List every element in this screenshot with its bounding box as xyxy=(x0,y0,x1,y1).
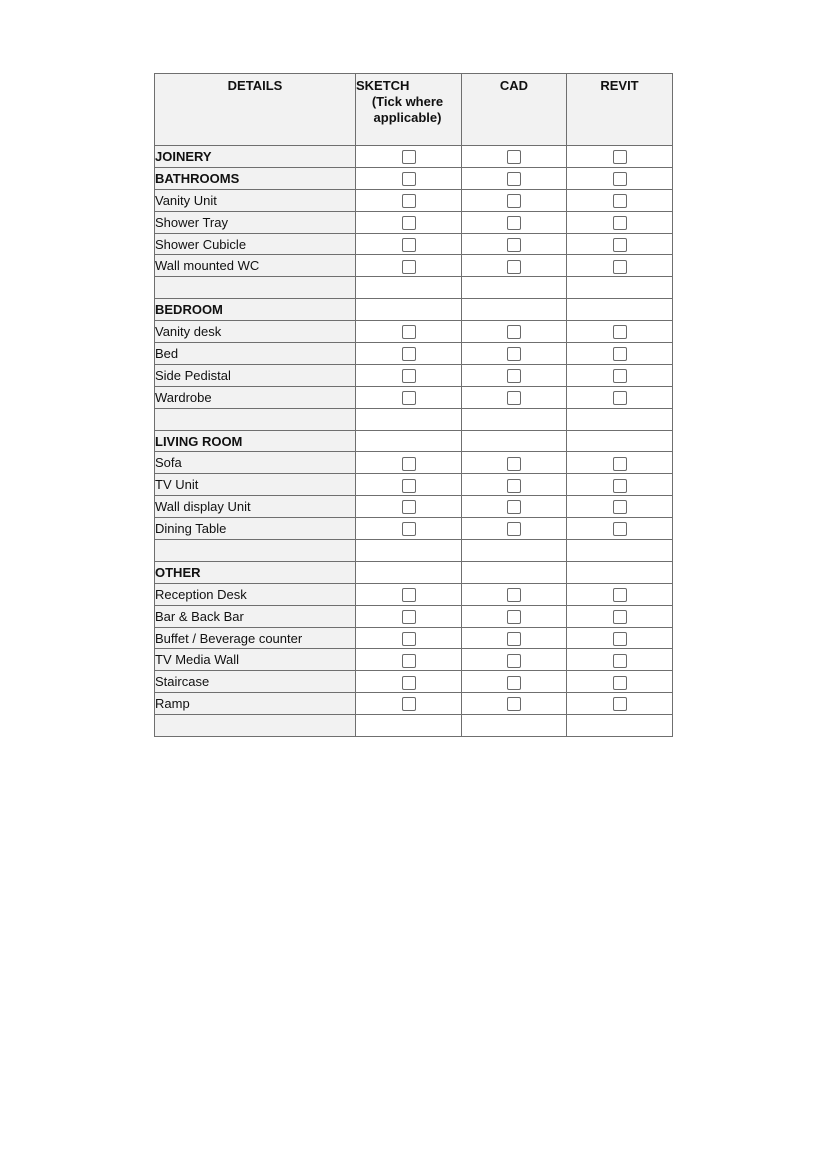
cad-checkbox[interactable] xyxy=(507,325,521,339)
sketch-cell xyxy=(356,693,462,715)
cad-cell xyxy=(462,540,567,562)
detail-label-cell: Side Pedistal xyxy=(155,364,356,386)
table-row xyxy=(155,255,673,277)
cad-cell xyxy=(462,430,567,452)
revit-cell xyxy=(567,671,673,693)
revit-cell xyxy=(567,189,673,211)
table-row xyxy=(155,561,673,583)
sketch-cell xyxy=(356,583,462,605)
sketch-cell xyxy=(356,605,462,627)
revit-checkbox[interactable] xyxy=(613,260,627,274)
sketch-checkbox[interactable] xyxy=(402,347,416,361)
section-heading-cell: OTHER xyxy=(155,561,356,583)
cad-checkbox[interactable] xyxy=(507,457,521,471)
table-header-row xyxy=(155,74,673,146)
cad-cell xyxy=(462,518,567,540)
section-heading-cell: BATHROOMS xyxy=(155,167,356,189)
revit-checkbox[interactable] xyxy=(613,632,627,646)
cad-checkbox[interactable] xyxy=(507,194,521,208)
cad-cell xyxy=(462,496,567,518)
table-row xyxy=(155,343,673,365)
table-row xyxy=(155,605,673,627)
revit-cell xyxy=(567,321,673,343)
revit-checkbox[interactable] xyxy=(613,194,627,208)
table-row xyxy=(155,430,673,452)
table-row xyxy=(155,671,673,693)
sketch-cell xyxy=(356,386,462,408)
table-row xyxy=(155,518,673,540)
sketch-cell xyxy=(356,452,462,474)
cad-checkbox[interactable] xyxy=(507,369,521,383)
revit-cell xyxy=(567,583,673,605)
revit-checkbox[interactable] xyxy=(613,479,627,493)
revit-checkbox[interactable] xyxy=(613,391,627,405)
sketch-cell xyxy=(356,430,462,452)
sketch-header-note: (Tick where applicable) xyxy=(371,94,444,125)
cad-checkbox[interactable] xyxy=(507,216,521,230)
detail-label-cell xyxy=(155,715,356,737)
table-row xyxy=(155,211,673,233)
revit-cell xyxy=(567,715,673,737)
revit-cell xyxy=(567,408,673,430)
sketch-cell xyxy=(356,167,462,189)
sketch-checkbox[interactable] xyxy=(402,588,416,602)
revit-cell xyxy=(567,605,673,627)
cad-checkbox[interactable] xyxy=(507,610,521,624)
cad-checkbox[interactable] xyxy=(507,150,521,164)
detail-label-cell: Bed xyxy=(155,343,356,365)
table-row xyxy=(155,321,673,343)
table-row xyxy=(155,540,673,562)
revit-checkbox[interactable] xyxy=(613,676,627,690)
sketch-checkbox[interactable] xyxy=(402,391,416,405)
detail-label-cell: Wardrobe xyxy=(155,386,356,408)
revit-cell xyxy=(567,233,673,255)
cad-checkbox[interactable] xyxy=(507,347,521,361)
cad-column-header: CAD xyxy=(462,74,567,146)
table-row xyxy=(155,189,673,211)
sketch-cell xyxy=(356,233,462,255)
revit-cell xyxy=(567,627,673,649)
cad-checkbox[interactable] xyxy=(507,676,521,690)
detail-label-cell: Bar & Back Bar xyxy=(155,605,356,627)
revit-cell xyxy=(567,452,673,474)
cad-cell xyxy=(462,671,567,693)
table-body xyxy=(155,146,673,737)
revit-checkbox[interactable] xyxy=(613,238,627,252)
sketch-checkbox[interactable] xyxy=(402,610,416,624)
sketch-cell xyxy=(356,321,462,343)
cad-cell xyxy=(462,299,567,321)
cad-checkbox[interactable] xyxy=(507,697,521,711)
detail-label-cell: Vanity Unit xyxy=(155,189,356,211)
revit-cell xyxy=(567,277,673,299)
details-checklist-table xyxy=(154,73,673,737)
sketch-cell xyxy=(356,343,462,365)
table-row xyxy=(155,167,673,189)
revit-cell xyxy=(567,474,673,496)
sketch-cell xyxy=(356,540,462,562)
detail-label-cell xyxy=(155,408,356,430)
sketch-cell xyxy=(356,189,462,211)
revit-cell xyxy=(567,211,673,233)
sketch-checkbox[interactable] xyxy=(402,697,416,711)
cad-cell xyxy=(462,277,567,299)
table-row xyxy=(155,364,673,386)
cad-cell xyxy=(462,343,567,365)
cad-cell xyxy=(462,211,567,233)
detail-label-cell xyxy=(155,540,356,562)
detail-label-cell: Shower Cubicle xyxy=(155,233,356,255)
sketch-cell xyxy=(356,299,462,321)
sketch-checkbox[interactable] xyxy=(402,676,416,690)
detail-label-cell xyxy=(155,277,356,299)
sketch-cell xyxy=(356,146,462,168)
table-row xyxy=(155,715,673,737)
revit-checkbox[interactable] xyxy=(613,588,627,602)
sketch-checkbox[interactable] xyxy=(402,369,416,383)
cad-cell xyxy=(462,715,567,737)
detail-label-cell: Dining Table xyxy=(155,518,356,540)
sketch-cell xyxy=(356,715,462,737)
cad-cell xyxy=(462,561,567,583)
cad-cell xyxy=(462,167,567,189)
detail-label-cell: Reception Desk xyxy=(155,583,356,605)
cad-cell xyxy=(462,605,567,627)
sketch-checkbox[interactable] xyxy=(402,172,416,186)
revit-cell xyxy=(567,167,673,189)
sketch-cell xyxy=(356,255,462,277)
revit-cell xyxy=(567,649,673,671)
cad-cell xyxy=(462,583,567,605)
sketch-cell xyxy=(356,211,462,233)
cad-checkbox[interactable] xyxy=(507,391,521,405)
revit-cell xyxy=(567,386,673,408)
cad-checkbox[interactable] xyxy=(507,654,521,668)
table-row xyxy=(155,233,673,255)
cad-cell xyxy=(462,233,567,255)
cad-cell xyxy=(462,146,567,168)
table-row xyxy=(155,627,673,649)
revit-checkbox[interactable] xyxy=(613,654,627,668)
cad-cell xyxy=(462,627,567,649)
detail-label-cell: Sofa xyxy=(155,452,356,474)
detail-label-cell: Ramp xyxy=(155,693,356,715)
cad-cell xyxy=(462,474,567,496)
revit-cell xyxy=(567,146,673,168)
revit-checkbox[interactable] xyxy=(613,457,627,471)
revit-checkbox[interactable] xyxy=(613,369,627,383)
revit-checkbox[interactable] xyxy=(613,610,627,624)
detail-label-cell: TV Media Wall xyxy=(155,649,356,671)
detail-label-cell: Shower Tray xyxy=(155,211,356,233)
sketch-header-title: SKETCH xyxy=(356,78,410,93)
sketch-cell xyxy=(356,408,462,430)
cad-cell xyxy=(462,408,567,430)
sketch-checkbox[interactable] xyxy=(402,150,416,164)
revit-checkbox[interactable] xyxy=(613,325,627,339)
revit-checkbox[interactable] xyxy=(613,150,627,164)
table-row xyxy=(155,583,673,605)
detail-label-cell: Wall display Unit xyxy=(155,496,356,518)
revit-cell xyxy=(567,561,673,583)
sketch-checkbox[interactable] xyxy=(402,194,416,208)
revit-cell xyxy=(567,343,673,365)
table-row xyxy=(155,277,673,299)
revit-cell xyxy=(567,540,673,562)
table-row xyxy=(155,299,673,321)
sketch-checkbox[interactable] xyxy=(402,238,416,252)
table-row xyxy=(155,649,673,671)
revit-checkbox[interactable] xyxy=(613,216,627,230)
revit-checkbox[interactable] xyxy=(613,522,627,536)
table-row xyxy=(155,408,673,430)
cad-cell xyxy=(462,649,567,671)
sketch-checkbox[interactable] xyxy=(402,632,416,646)
sketch-checkbox[interactable] xyxy=(402,500,416,514)
sketch-checkbox[interactable] xyxy=(402,479,416,493)
table-row xyxy=(155,474,673,496)
table-row xyxy=(155,386,673,408)
cad-cell xyxy=(462,386,567,408)
revit-cell xyxy=(567,496,673,518)
detail-label-cell: Staircase xyxy=(155,671,356,693)
cad-checkbox[interactable] xyxy=(507,260,521,274)
sketch-checkbox[interactable] xyxy=(402,216,416,230)
revit-cell xyxy=(567,518,673,540)
sketch-checkbox[interactable] xyxy=(402,325,416,339)
revit-cell xyxy=(567,364,673,386)
details-column-header: DETAILS xyxy=(155,74,356,146)
sketch-checkbox[interactable] xyxy=(402,260,416,274)
cad-checkbox[interactable] xyxy=(507,522,521,536)
revit-cell xyxy=(567,693,673,715)
revit-cell xyxy=(567,430,673,452)
revit-checkbox[interactable] xyxy=(613,500,627,514)
sketch-cell xyxy=(356,518,462,540)
detail-label-cell: Wall mounted WC xyxy=(155,255,356,277)
section-heading-cell: JOINERY xyxy=(155,146,356,168)
cad-cell xyxy=(462,452,567,474)
cad-checkbox[interactable] xyxy=(507,238,521,252)
sketch-cell xyxy=(356,496,462,518)
revit-checkbox[interactable] xyxy=(613,347,627,361)
cad-checkbox[interactable] xyxy=(507,588,521,602)
sketch-checkbox[interactable] xyxy=(402,457,416,471)
cad-checkbox[interactable] xyxy=(507,632,521,646)
sketch-cell xyxy=(356,627,462,649)
revit-checkbox[interactable] xyxy=(613,172,627,186)
sketch-cell xyxy=(356,671,462,693)
cad-cell xyxy=(462,255,567,277)
cad-checkbox[interactable] xyxy=(507,500,521,514)
cad-cell xyxy=(462,364,567,386)
revit-column-header: REVIT xyxy=(567,74,673,146)
sketch-cell xyxy=(356,561,462,583)
cad-checkbox[interactable] xyxy=(507,479,521,493)
detail-label-cell: Vanity desk xyxy=(155,321,356,343)
table-row xyxy=(155,496,673,518)
sketch-cell xyxy=(356,364,462,386)
detail-label-cell: TV Unit xyxy=(155,474,356,496)
cad-cell xyxy=(462,189,567,211)
table-row xyxy=(155,452,673,474)
revit-cell xyxy=(567,255,673,277)
table-row xyxy=(155,146,673,168)
sketch-cell xyxy=(356,649,462,671)
detail-label-cell: Buffet / Beverage counter xyxy=(155,627,356,649)
sketch-checkbox[interactable] xyxy=(402,654,416,668)
cad-checkbox[interactable] xyxy=(507,172,521,186)
cad-cell xyxy=(462,321,567,343)
revit-checkbox[interactable] xyxy=(613,697,627,711)
sketch-column-header xyxy=(356,74,462,146)
cad-cell xyxy=(462,693,567,715)
sketch-checkbox[interactable] xyxy=(402,522,416,536)
sketch-cell xyxy=(356,474,462,496)
sketch-cell xyxy=(356,277,462,299)
table-row xyxy=(155,693,673,715)
section-heading-cell: LIVING ROOM xyxy=(155,430,356,452)
revit-cell xyxy=(567,299,673,321)
section-heading-cell: BEDROOM xyxy=(155,299,356,321)
